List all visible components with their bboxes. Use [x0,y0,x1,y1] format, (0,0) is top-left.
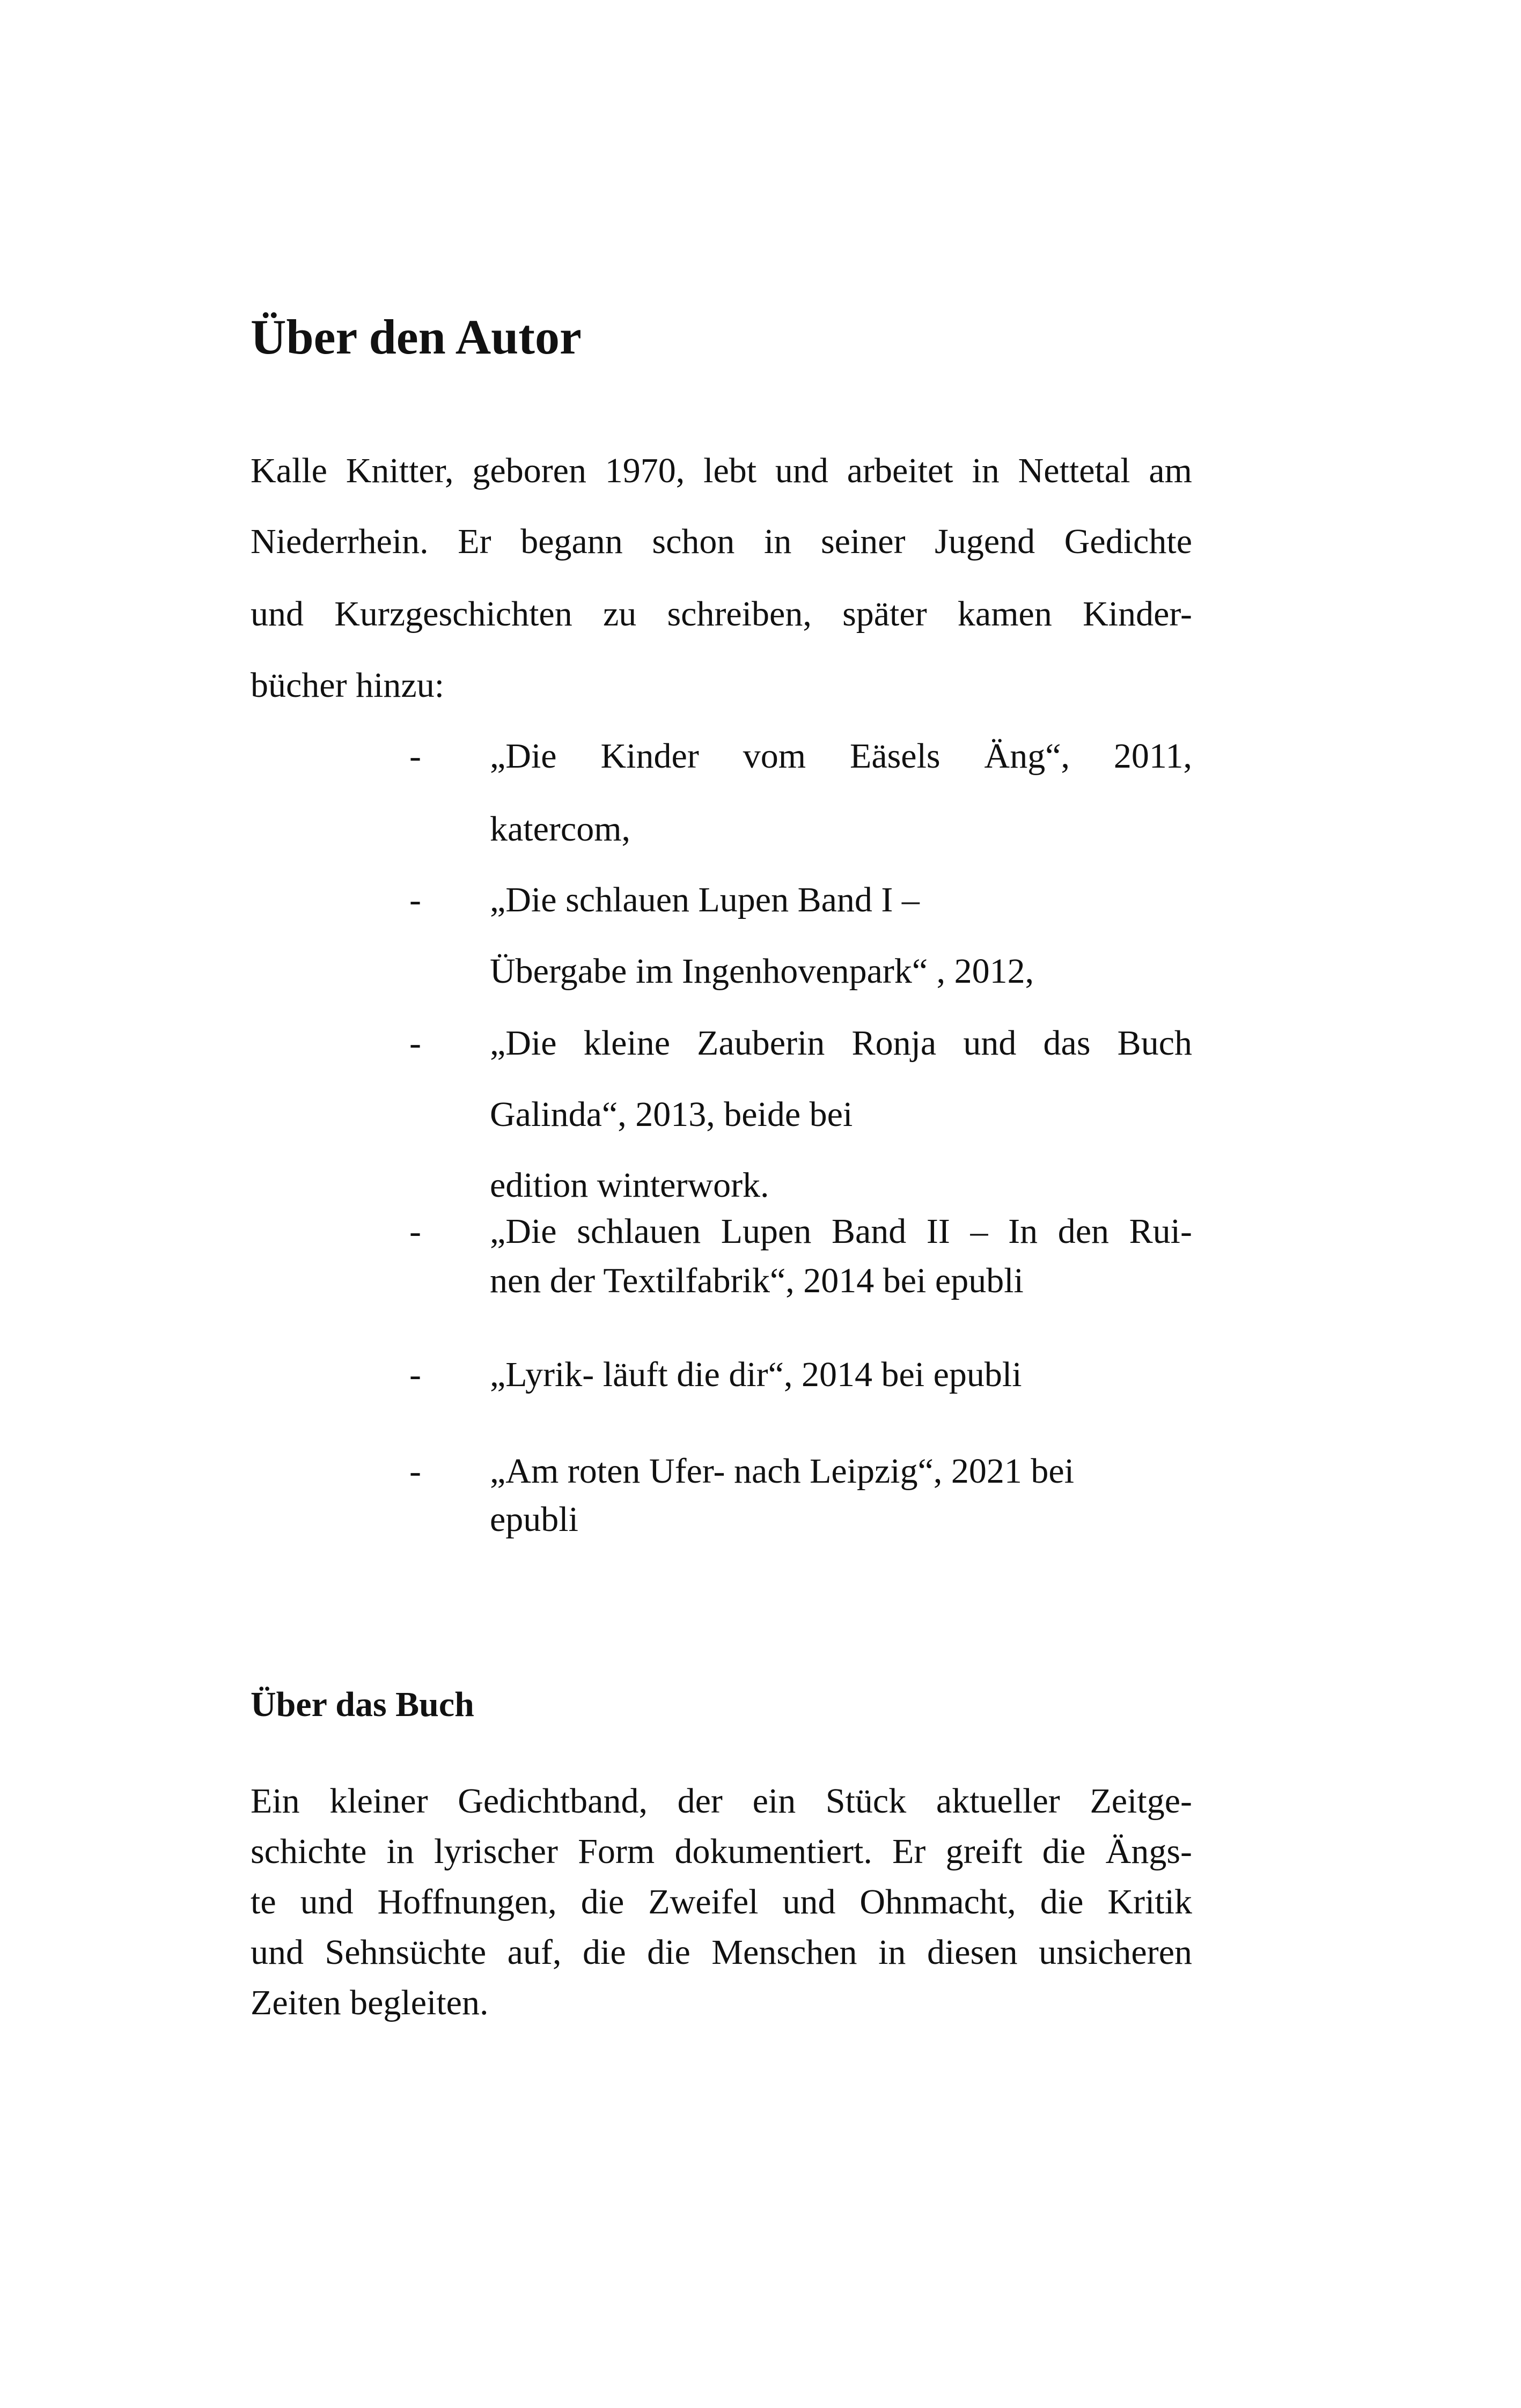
book-list-line: epubli [490,1500,578,1539]
book-section-title: Über das Buch [251,1685,474,1724]
author-intro-line: Kalle Knitter, geboren 1970, lebt und arbeitet in Nettetal am [251,451,1192,490]
book-list-line: „Die Kinder vom Eäsels Äng“, 2011, [490,737,1192,776]
book-list-line: Übergabe im Ingenhovenpark“ , 2012, [490,952,1034,991]
book-list-line: nen der Textilfabrik“, 2014 bei epubli [490,1261,1024,1300]
author-intro-line: Niederrhein. Er begann schon in seiner Jugend Gedichte [251,522,1192,561]
book-list-line: Galinda“, 2013, beide bei [490,1095,853,1134]
book-list-line: „Die kleine Zauberin Ronja und das Buch [490,1023,1192,1063]
book-description-line: Ein kleiner Gedichtband, der ein Stück aktueller Zeitge- [251,1781,1192,1821]
list-bullet: - [409,1355,421,1394]
list-bullet: - [409,1023,421,1063]
list-bullet: - [409,880,421,919]
book-list-line: „Die schlauen Lupen Band II – In den Rui- [490,1212,1192,1251]
book-description-line: te und Hoffnungen, die Zweifel und Ohnmacht, die Kritik [251,1882,1192,1921]
list-bullet: - [409,1212,421,1251]
book-list-line: edition winterwork. [490,1166,769,1205]
book-list-line: „Die schlauen Lupen Band I – [490,880,920,919]
book-description-line: schichte in lyrischer Form dokumentiert. Er greift die Ängs- [251,1832,1192,1871]
book-description-line: und Sehnsüchte auf, die die Menschen in diesen unsicheren [251,1933,1192,1972]
book-list-line: „Lyrik- läuft die dir“, 2014 bei epubli [490,1355,1022,1394]
book-description-line: Zeiten begleiten. [251,1983,489,2022]
author-section-title: Über den Autor [251,310,582,364]
list-bullet: - [409,737,421,776]
list-bullet: - [409,1452,421,1491]
book-list-line: „Am roten Ufer- nach Leipzig“, 2021 bei [490,1452,1075,1491]
book-list-line: katercom, [490,809,631,849]
author-intro-line: und Kurzgeschichten zu schreiben, später kamen Kinder- [251,594,1192,634]
author-intro-line: bücher hinzu: [251,666,445,705]
